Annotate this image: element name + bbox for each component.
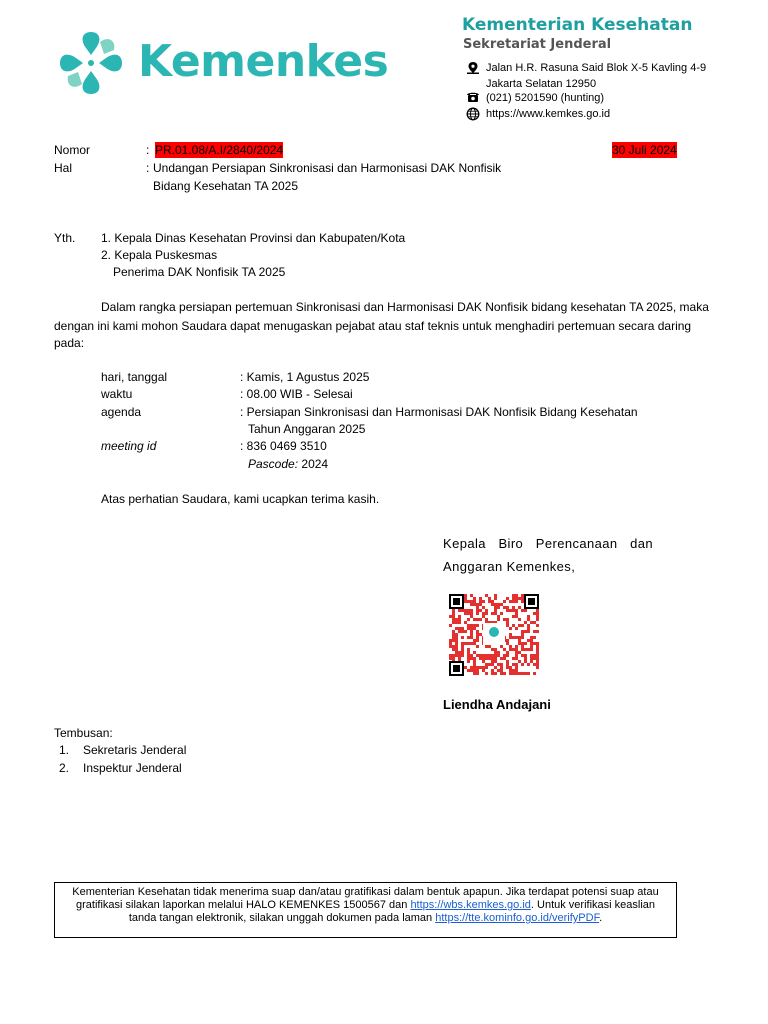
signer-title-1: Kepala Biro Perencanaan dan bbox=[443, 536, 653, 551]
nomor-label: Nomor bbox=[54, 143, 91, 157]
footer-text-3: . bbox=[599, 912, 603, 924]
pascode-label: Pascode: bbox=[248, 457, 299, 471]
cc1-number: 1. bbox=[59, 743, 70, 757]
qr-code[interactable] bbox=[449, 594, 539, 676]
kemenkes-logo bbox=[56, 28, 389, 98]
nomor-value: PR.01.08/A.I/2840/2024 bbox=[155, 143, 284, 157]
phone-icon bbox=[466, 90, 480, 104]
cc2-number: 2. bbox=[59, 761, 70, 775]
hari-label: hari, tanggal bbox=[101, 370, 168, 384]
waktu-value: : 08.00 WIB - Selesai bbox=[240, 387, 353, 401]
agenda-label: agenda bbox=[101, 405, 142, 419]
address-line1: Jalan H.R. Rasuna Said Blok X-5 Kavling 4-9 bbox=[486, 62, 707, 74]
body-line-1: Dalam rangka persiapan pertemuan Sinkronisasi dan Harmonisasi DAK Nonfisik bidang kesehatan TA 2025, maka bbox=[101, 300, 709, 314]
location-pin-icon bbox=[466, 61, 480, 75]
recipient-2: 2. Kepala Puskesmas bbox=[101, 248, 218, 262]
address-line2: Jakarta Selatan 12950 bbox=[486, 78, 597, 90]
hal-line1: Undangan Persiapan Sinkronisasi dan Harmonisasi DAK Nonfisik bbox=[153, 161, 502, 175]
letter-date: 30 Juli 2024 bbox=[612, 143, 677, 157]
cc1-text: Sekretaris Jenderal bbox=[83, 743, 187, 757]
agenda-value-2: Tahun Anggaran 2025 bbox=[248, 422, 366, 436]
hal-line2: Bidang Kesehatan TA 2025 bbox=[153, 179, 299, 193]
logo-wordmark: Kemenkes bbox=[138, 36, 389, 87]
footer-text-2: . Untuk verifikasi keaslian tanda tangan elektronik, silakan unggah dokumen pada laman bbox=[128, 899, 655, 924]
secretariat-name: Sekretariat Jenderal bbox=[463, 37, 612, 52]
phone-number: (021) 5201590 (hunting) bbox=[486, 92, 605, 104]
pascode-value: 2024 bbox=[301, 457, 329, 471]
meeting-id-label: meeting id bbox=[101, 439, 157, 453]
agenda-value-1: : Persiapan Sinkronisasi dan Harmonisasi DAK Nonfisik Bidang Kesehatan bbox=[240, 405, 638, 419]
cc2-text: Inspektur Jenderal bbox=[83, 761, 182, 775]
kemenkes-emblem-icon bbox=[56, 28, 126, 98]
anti-gratification-notice bbox=[54, 882, 677, 938]
footer-text-1: Kementerian Kesehatan tidak menerima suap dan/atau gratifikasi dalam bentuk apapun. Jika terdapat potensi suap atau gratifikasi silakan laporkan melalui HALO KEMENKES 1500567 dan bbox=[72, 886, 659, 911]
qr-finder-bottom-left bbox=[449, 661, 464, 676]
recipient-3: Penerima DAK Nonfisik TA 2025 bbox=[113, 265, 286, 279]
body-line-3: pada: bbox=[54, 336, 85, 350]
meeting-id-value: : 836 0469 3510 bbox=[240, 439, 327, 453]
hal-label: Hal bbox=[54, 161, 73, 175]
body-line-2: dengan ini kami mohon Saudara dapat menugaskan pejabat atau staf teknis untuk menghadiri pertemuan secara daring bbox=[54, 319, 692, 333]
signer-name: Liendha Andajani bbox=[443, 697, 551, 712]
qr-center-logo-icon bbox=[489, 627, 499, 637]
qr-finder-top-left bbox=[449, 594, 464, 609]
ministry-name: Kementerian Kesehatan bbox=[462, 15, 693, 35]
recipient-1: 1. Kepala Dinas Kesehatan Provinsi dan Kabupaten/Kota bbox=[101, 231, 406, 245]
hari-value: : Kamis, 1 Agustus 2025 bbox=[240, 370, 370, 384]
hal-colon: : bbox=[146, 161, 150, 175]
qr-finder-top-right bbox=[524, 594, 539, 609]
cc-label: Tembusan: bbox=[54, 726, 113, 740]
waktu-label: waktu bbox=[101, 387, 133, 401]
closing-text: Atas perhatian Saudara, kami ucapkan terima kasih. bbox=[101, 492, 380, 506]
globe-icon bbox=[466, 107, 480, 121]
signer-title-2: Anggaran Kemenkes, bbox=[443, 559, 576, 574]
wbs-link[interactable]: https://wbs.kemkes.go.id bbox=[410, 899, 531, 911]
nomor-colon: : bbox=[146, 143, 150, 157]
yth-label: Yth. bbox=[54, 231, 76, 245]
verify-pdf-link[interactable]: https://tte.kominfo.go.id/verifyPDF bbox=[435, 912, 600, 924]
website-link[interactable]: https://www.kemkes.go.id bbox=[486, 108, 611, 120]
pascode-line bbox=[248, 456, 328, 472]
